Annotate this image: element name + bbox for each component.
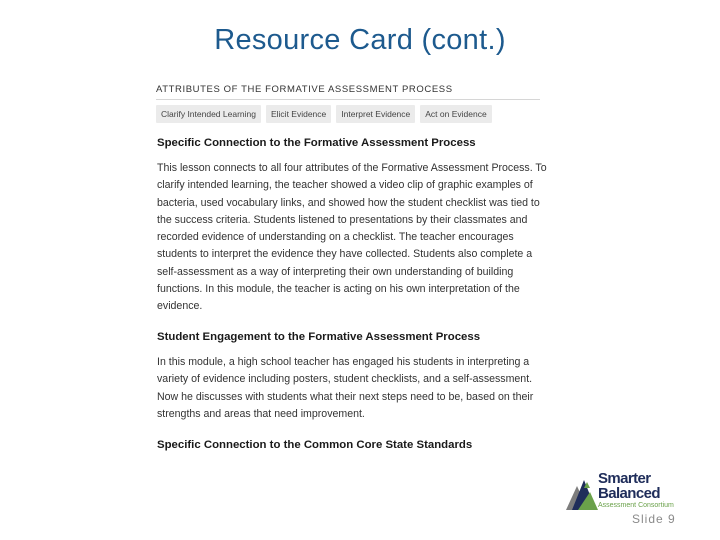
student-engagement-title: Student Engagement to the Formative Assessment Process — [157, 331, 481, 343]
tab-elicit-evidence[interactable]: Elicit Evidence — [266, 105, 331, 123]
tab-interpret-evidence[interactable]: Interpret Evidence — [336, 105, 415, 123]
attribute-tabs — [156, 105, 540, 123]
formative-connection-body: This lesson connects to all four attributes of the Formative Assessment Process. To clarify intended learning, the teacher showed a video clip of graphic examples of bacteria, used vocabulary links, and showed how the student checklist was tied to the success criteria. Students listened to presentations by their classmates and recorded evidence of understanding on a checklist. The teacher encourages students to interpret the evidence they have collected. Students also complete a self-assessment as a way of interpreting their own understanding of building functions. In this module, the teacher is acting on his own interpretation of the evidence. — [157, 162, 547, 313]
smarter-balanced-logo — [566, 468, 690, 512]
tab-clarify-intended-learning[interactable]: Clarify Intended Learning — [156, 105, 261, 123]
tab-act-on-evidence[interactable]: Act on Evidence — [420, 105, 491, 123]
ccss-connection-title: Specific Connection to the Common Core State Standards — [157, 439, 473, 451]
mountain-logo-icon — [566, 472, 598, 512]
attributes-heading: ATTRIBUTES OF THE FORMATIVE ASSESSMENT PROCESS — [156, 84, 540, 100]
slide-number: Slide 9 — [632, 512, 676, 526]
slide-title: Resource Card (cont.) — [214, 24, 506, 56]
formative-connection-title: Specific Connection to the Formative Assessment Process — [157, 137, 476, 149]
student-engagement-body: In this module, a high school teacher has engaged his students in interpreting a variety of evidence including posters, student checklists, and a self-assessment. Now he discusses with students what their next steps need to be, based on their strengths and areas that need improvement. — [157, 356, 534, 420]
resource-card — [156, 84, 540, 123]
logo-text-consortium: Assessment Consortium — [598, 502, 674, 509]
logo-text-balanced: Balanced — [598, 485, 660, 502]
logo-text-smarter: Smarter — [598, 470, 651, 487]
